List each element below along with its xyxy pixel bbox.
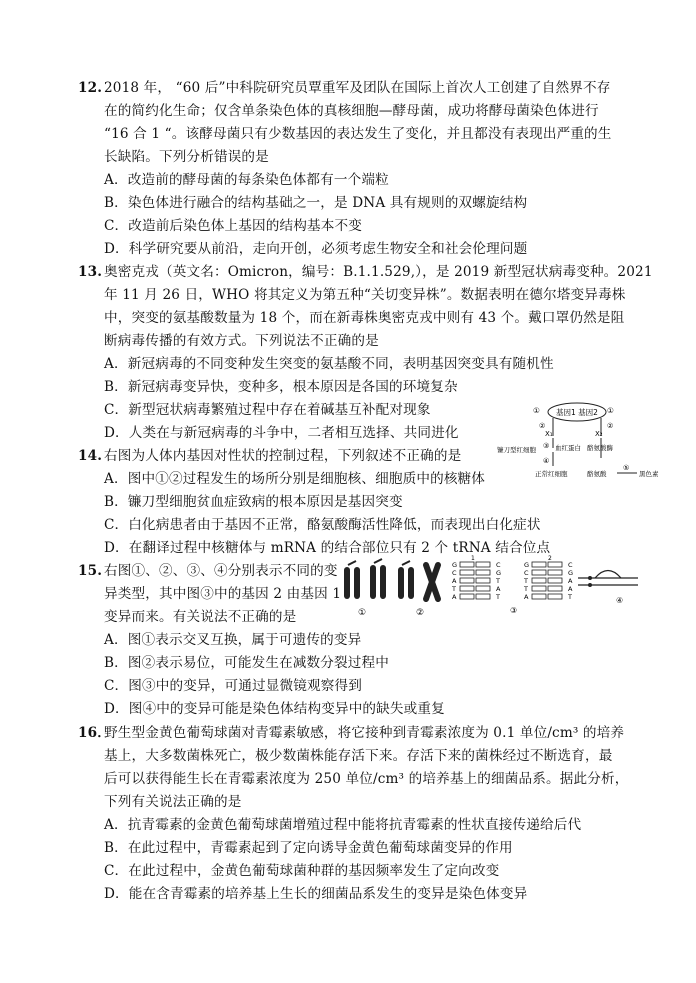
base: G [568,569,574,577]
base: A [452,577,457,585]
gene-1-label: 1 [471,555,475,562]
normal-rbc-label: 正常红细胞 [535,470,568,478]
marker-2: ② [539,422,546,430]
question-number: 14. [78,448,103,464]
x1-label: X₁ [545,430,553,438]
base: T [496,577,500,585]
base: A [568,585,573,593]
option-a: A．图①表示交叉互换，属于可遗传的变异 [104,632,362,648]
option-d: D．图④中的变异可能是染色体结构变异中的缺失或重复 [104,701,445,717]
question-stem-line: 2018 年， “60 后”中科院研究员覃重军及团队在国际上首次人工创建了自然界不存 [104,80,611,96]
question-stem-line: 在的简约化生命；仅含单条染色体的真核细胞—酵母菌，成功将酵母菌染色体进行 [104,103,599,119]
question-stem-line: 中，突变的氨基酸数量为 18 个，而在新毒株奥密克戎中则有 43 个。戴口罩仍然是阻 [104,310,625,326]
question-stem-line: 变异而来。有关说法不正确的是 [104,609,297,625]
fig15-marker-2: ② [416,608,425,618]
sickle-label: 镰刀型红细胞 [497,446,536,454]
option-c: C．白化病患者由于基因不正常，酪氨酸酶活性降低，而表现出白化症状 [104,517,541,533]
question-stem-line: 野生型金黄色葡萄球菌对青霉素敏感，将它接种到青霉素浓度为 0.1 单位/cm³ 的培养 [104,725,625,741]
x2-label: X₂ [595,430,603,438]
dna-base-sequence [451,555,573,615]
gene-2-label: 2 [548,555,552,562]
question-stem-line: 异类型，其中图③中的基因 2 由基因 1 [104,586,342,602]
question-number: 15. [78,563,103,579]
marker-1: ① [533,406,540,415]
chromosome-loop [578,571,638,606]
option-b: B．镰刀型细胞贫血症致病的根本原因是基因突变 [104,494,403,510]
base: C [452,569,457,577]
option-a: A．抗青霉素的金黄色葡萄球菌增殖过程中能将抗青霉素的性状直接传递给后代 [104,817,582,833]
marker-3: ③ [543,442,550,450]
question-number: 13. [78,264,103,280]
question-number: 12. [78,80,103,96]
fig15-marker-4: ④ [616,596,624,605]
base: T [452,585,456,593]
question-stem-line: 基上，大多数菌株死亡，极少数菌株能存活下来。存活下来的菌株经过不断选育，最 [104,748,613,764]
question-stem-line: 断病毒传播的有效方式。下列说法不正确的是 [104,333,379,349]
base: T [568,593,572,601]
fig15-marker-1: ① [358,608,367,618]
question-number: 16． [78,725,111,741]
option-d: D．能在含青霉素的培养基上生长的细菌品系发生的变异是染色体变异 [104,886,528,902]
marker-1b: ① [607,406,614,415]
base: T [524,577,528,585]
option-d: D．科学研究要从前沿，走向开创，必须考虑生物安全和社会伦理问题 [104,241,528,257]
option-b: B．新冠病毒变异快，变种多，根本原因是各国的环境复杂 [104,379,458,395]
question-stem-line: 下列有关说法正确的是 [104,794,242,810]
option-d: D．在翻译过程中核糖体与 mRNA 的结合部位只有 2 个 tRNA 结合位点 [104,540,551,556]
option-a: A．图中①②过程发生的场所分别是细胞核、细胞质中的核糖体 [104,471,486,487]
option-c: C．图③中的变异，可通过显微镜观察得到 [104,678,362,694]
base: A [452,593,457,601]
question-stem-line: “16 合 1 “。该酵母菌只有少数基因的表达发生了变化，并且都没有表现出严重的生 [104,126,612,142]
tyrosinase-label: 酪氨酸酶 [587,444,613,452]
option-d: D．人类在与新冠病毒的斗争中，二者相互选择、共同进化 [104,425,459,441]
marker-5: ⑤ [623,464,630,472]
base: T [524,585,528,593]
base: T [496,593,500,601]
chromosome-pair-1 [344,559,386,618]
base: G [496,569,502,577]
base: G [452,561,458,569]
hemoglobin-label: 血红蛋白 [555,444,581,452]
fig15-marker-3: ③ [510,606,518,615]
option-c: C．改造前后染色体上基因的结构基本不变 [104,218,362,234]
mutation-types-diagram [340,555,640,625]
option-c: C．在此过程中，金黄色葡萄球菌种群的基因频率发生了定向改变 [104,863,500,879]
option-a: A．新冠病毒的不同变种发生突变的氨基酸不同，表明基因突变具有随机性 [104,356,554,372]
tyrosine-label: 酪氨酸 [587,470,607,478]
option-a: A．改造前的酵母菌的每条染色体都有一个端粒 [104,172,389,188]
option-c: C．新型冠状病毒繁殖过程中存在着碱基互补配对现象 [104,402,431,418]
base: A [496,585,501,593]
option-b: B．在此过程中，青霉素起到了定向诱导金黄色葡萄球菌变异的作用 [104,840,513,856]
marker-4: ④ [543,457,550,465]
question-stem-line: 右图为人体内基因对性状的控制过程，下列叙述不正确的是 [104,448,462,464]
question-stem-line: 年 11 月 26 日，WHO 将其定义为第五种“关切变异株”。数据表明在德尔塔变异毒株 [104,287,626,303]
question-stem-line: 右图①、②、③、④分别表示不同的变 [104,563,338,579]
base: A [568,577,573,585]
gene-control-diagram [495,400,667,482]
gene-label: 基因1 基因2 [556,408,598,417]
base: A [524,593,529,601]
marker-2b: ② [607,422,614,430]
question-stem-line: 长缺陷。下列分析错误的是 [104,149,269,165]
question-stem-line: 后可以获得能生长在青霉素浓度为 250 单位/cm³ 的培养基上的细菌品系。据此分析， [104,771,629,787]
base: C [524,569,529,577]
melanin-label: 黑色素 [639,470,659,478]
base: C [568,561,573,569]
base: C [496,561,501,569]
chromosome-pair-2 [398,561,438,618]
option-b: B．图②表示易位，可能发生在减数分裂过程中 [104,655,390,671]
base: G [524,561,530,569]
option-b: B．染色体进行融合的结构基础之一，是 DNA 具有规则的双螺旋结构 [104,195,528,211]
question-stem-line: 奥密克戎（英文名：Omicron，编号：B.1.1.529,），是 2019 新型冠状病毒变种。2021 [104,264,653,280]
